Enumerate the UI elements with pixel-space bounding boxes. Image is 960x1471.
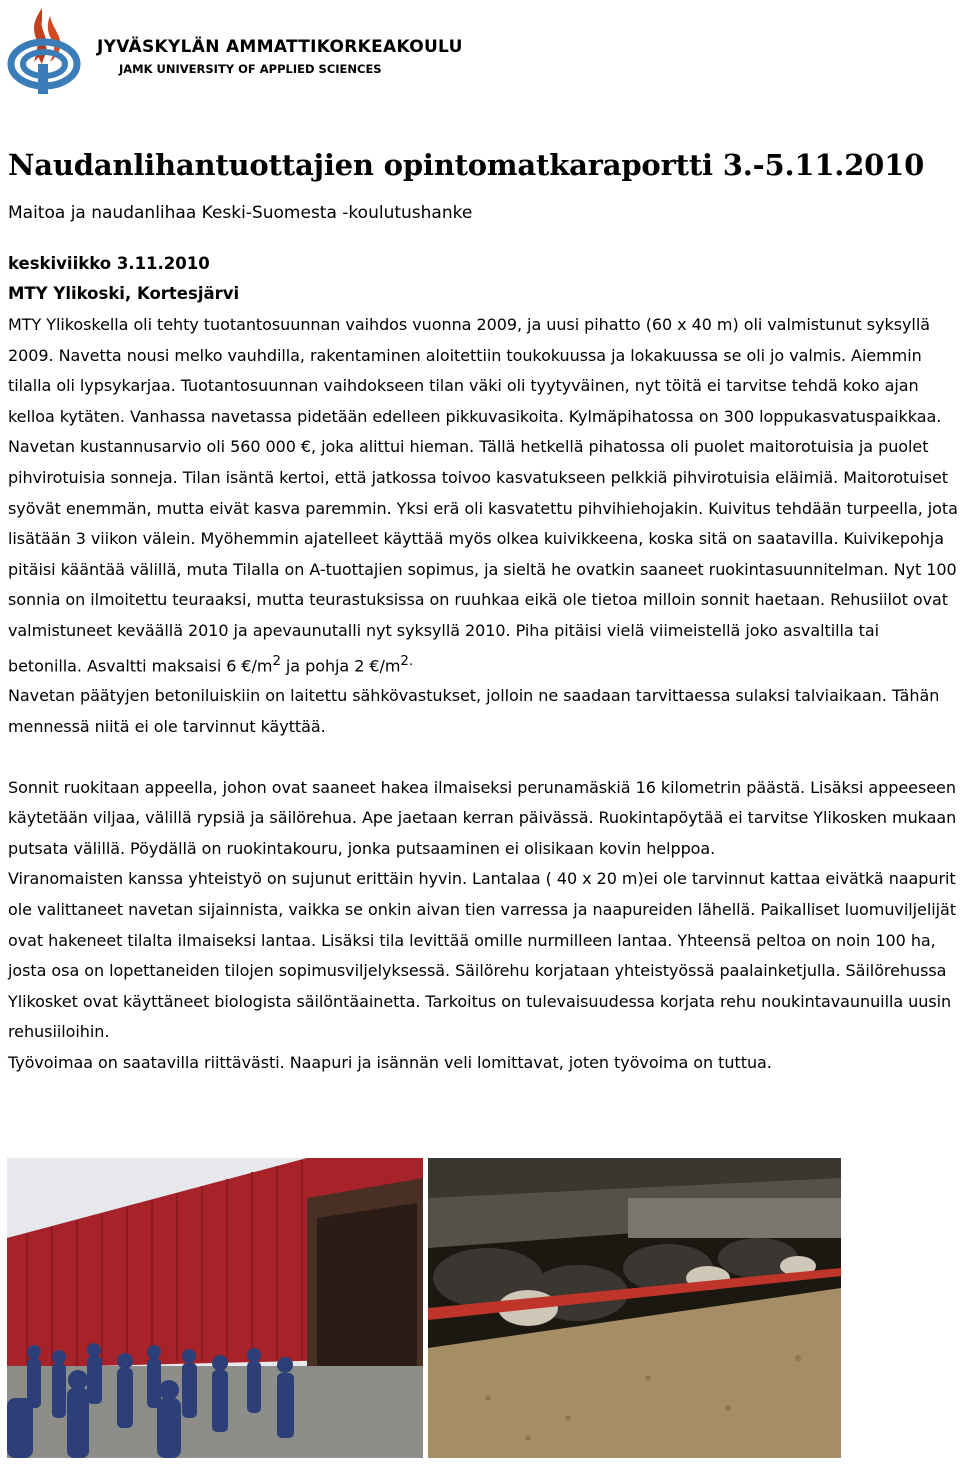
paragraph1-text-end: ja pohja 2 €/m [280, 655, 401, 675]
day-heading: keskiviikko 3.11.2010 [8, 254, 210, 273]
barn-visitors-image [7, 1158, 423, 1458]
paragraph-authorities: Viranomaisten kanssa yhteistyö on sujunut erittäin hyvin. Lantalaa ( 40 x 20 m)ei ole tarvinnut kattaa eivätkä naapurit ole valittaneet navetan sijainnista, vaikka se onkin aivan tien varressa ja naapureiden lähellä. Paikalliset luomuviljelijät ovat hakeneet tilalta ilmaiseksi lantaa. Lisäksi tila levittää omille nurmilleen lantaa. Yhteensä peltoa on noin 100 ha, josta osa on lopettaneiden tilojen sopimusviljelyksessä. Säilörehu korjataan yhteistyössä paalainketjulla. Säilörehussa Ylikosket ovat käyttäneet biologista säilöntäainetta. Tarkoitus on tulevaisuudessa korjata rehu noukintavaunuilla uusin rehusiiloihin. [8, 869, 956, 1042]
paragraph-feeding: Sonnit ruokitaan appeella, johon ovat saaneet hakea ilmaiseksi perunamäskiä 16 kilometrin päästä. Lisäksi appeeseen käytetään viljaa, välillä rypsiä ja säilörehua. Ape jaetaan kerran päivässä. Ruokintapöytää ei tarvitse Ylikosken mukaan putsata välillä. Pöydällä on ruokintakouru, jonka putsaaminen ei olisikaan kovin helppoa. [8, 777, 957, 858]
report-body [8, 310, 958, 1079]
logo-subname: JAMK UNIVERSITY OF APPLIED SCIENCES [119, 62, 382, 76]
photo-barn-visitors [7, 1158, 423, 1458]
logo-name: JYVÄSKYLÄN AMMATTIKORKEAKOULU [97, 37, 463, 57]
jamk-logo [6, 6, 463, 94]
paragraph-heating: Navetan päätyjen betoniluiskiin on laitettu sähkövastukset, jolloin ne saadaan tarvittaessa sulaksi talviaikaan. Tähän mennessä niitä ei ole tarvinnut käyttää. [8, 686, 940, 737]
superscript-1: 2 [272, 653, 281, 669]
paragraph-labour: Työvoimaa on saatavilla riittävästi. Naapuri ja isännän veli lomittavat, joten työvoima on tuttua. [8, 1052, 772, 1072]
superscript-2: 2. [400, 653, 414, 669]
paragraph1-text: MTY Ylikoskella oli tehty tuotantosuunnan vaihdos vuonna 2009, ja uusi pihatto (60 x 40 m) oli valmistunut syksyllä 2009. Navetta nousi melko vauhdilla, rakentaminen aloitettiin toukokuussa ja lokakuussa se oli jo valmis. Aiemmin tilalla oli lypsykarjaa. Tuotantosuunnan vaihdokseen tilan väki oli tyytyväinen, nyt töitä ei tarvitse tehdä koko ajan kelloa kytäten. Vanhassa navetassa pidetään edelleen pikkuvasikoita. Kylmäpihatossa on 300 loppukasvatuspaikkaa. Navetan kustannusarvio oli 560 000 €, joka alittui hieman. Tällä hetkellä pihatossa oli puolet maitorotuisia ja puolet pihvirotuisia sonneja. Tilan isäntä kertoi, että jatkossa toivoo kasvatukseen pelkkiä pihvirotuisia eläimiä. Maitorotuiset syövät enemmän, mutta eivät kasva paremmin. Yksi erä oli kasvatettu pihvihiehojakin. Kuivitus tehdään turpeella, jota lisätään 3 viikon välein. Myöhemmin ajatelleet käyttää myös olkea kuivikkeena, koska sitä on saatavilla. Kuivikepohja pitäisi kääntää välillä, muta Tilalla on A-tuottajien sopimus, ja sieltä he ovatkin saaneet ruokintasuunnitelman. Nyt 100 sonnia on ilmoitettu teuraaksi, mutta teurastuksissa on ruuhkaa eikä ole tietoa milloin sonnit haetaan. Rehusiilot ovat valmistuneet keväällä 2010 ja apevaunutalli nyt syksyllä 2010. Piha pitäisi vielä viimeistellä joko asvaltilla tai betonilla. Asvaltti maksaisi 6 €/m [8, 315, 958, 675]
page-title: Naudanlihantuottajien opintomatkaraportti 3.-5.11.2010 [8, 148, 925, 182]
paragraph-farm-overview [8, 310, 958, 681]
paragraph-gap [8, 743, 958, 773]
cattle-barn-image [428, 1158, 841, 1458]
farm-heading: MTY Ylikoski, Kortesjärvi [8, 284, 240, 303]
photo-cattle-barn [428, 1158, 841, 1458]
project-subtitle: Maitoa ja naudanlihaa Keski-Suomesta -koulutushanke [8, 203, 473, 223]
jamk-emblem-icon [6, 6, 102, 94]
